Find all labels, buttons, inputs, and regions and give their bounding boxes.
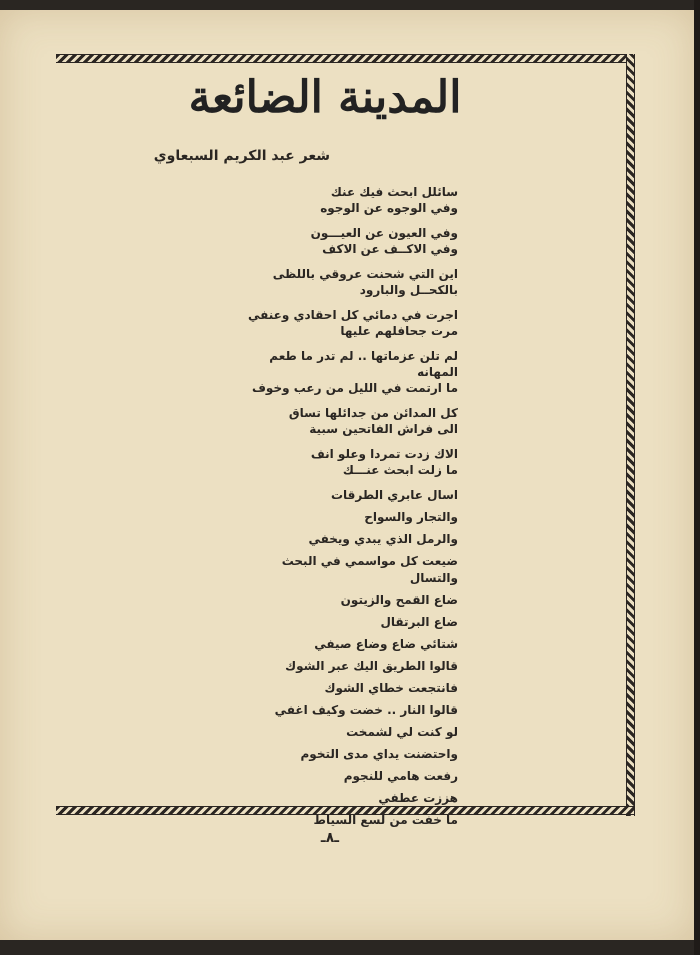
stanza: [240, 184, 458, 216]
stanza: [240, 307, 458, 339]
poem-line: كل المدائن من جدائلها تساق: [288, 406, 458, 420]
poem-title: المدينة الضائعة: [188, 72, 462, 123]
poem-line: الاك زدت تمردا وعلو انف: [310, 447, 458, 461]
stanza: [240, 405, 458, 437]
poem-line: لو كنت لي لشمخت: [346, 725, 458, 739]
poem-line: وفي العيون عن العيـــون: [310, 226, 458, 240]
poem-line: رفعت هامي للنجوم: [343, 769, 458, 783]
poem-line: الى فراش الفاتحين سبية: [309, 422, 458, 436]
frame-right-border: [626, 54, 635, 816]
poem-author: شعر عبد الكريم السبعاوي: [153, 148, 330, 164]
poem-line: والتجار والسواح: [364, 510, 458, 524]
poem-line: ما زلت ابحث عنـــك: [342, 463, 458, 477]
page-number: ـ٨ـ: [320, 830, 340, 846]
page: [0, 10, 694, 940]
poem-line: قالوا الطريق اليك عبر الشوك: [285, 659, 458, 673]
poem-line: وفي الاكــف عن الاكف: [322, 242, 458, 256]
poem-line: فانتجعت خطاي الشوك: [324, 681, 458, 695]
poem-line: ما خفت من لسع السياط: [313, 813, 458, 827]
stanza: [240, 348, 458, 396]
stanza: [240, 266, 458, 298]
poem-line: سائلل ابحث فيك عنك: [330, 185, 458, 199]
poem-line: لم تلن عزماتها .. لم تدر ما طعم المهانه: [269, 349, 458, 379]
poem-line: ما ارتمت في الليل من رعب وخوف: [251, 381, 458, 395]
poem-line: اين التي شحنت عروقي باللظى: [272, 267, 458, 281]
poem-line: واحتضنت يداي مدى التخوم: [300, 747, 458, 761]
poem-line: بالكحــل والبارود: [359, 283, 458, 297]
poem-line: ضاع القمح والزيتون: [340, 593, 458, 607]
poem-line: ضيعت كل مواسمي في البحث والتسال: [281, 554, 458, 585]
poem-line: اجرت في دمائي كل احقادي وعنفي: [248, 308, 458, 322]
poem-line: وفي الوجوه عن الوجوه: [320, 201, 458, 215]
frame-top-border: [56, 54, 634, 63]
poem-line: ضاع البرتقال: [380, 615, 458, 629]
stanza: [240, 225, 458, 257]
poem-line: والرمل الذي يبدي ويخفي: [308, 532, 458, 546]
stanza: [240, 446, 458, 478]
poem-line: هززت عطفي: [378, 791, 458, 805]
poem-line: اسال عابري الطرقات: [330, 488, 458, 502]
poem-line: شتائي ضاع وضاع صيفي: [314, 637, 458, 651]
poem-line: مرت جحافلهم عليها: [340, 324, 458, 338]
scan-edge: [694, 0, 700, 955]
poem-body: [240, 184, 458, 834]
poem-line: قالوا النار .. خضت وكيف اغفي: [274, 703, 458, 717]
